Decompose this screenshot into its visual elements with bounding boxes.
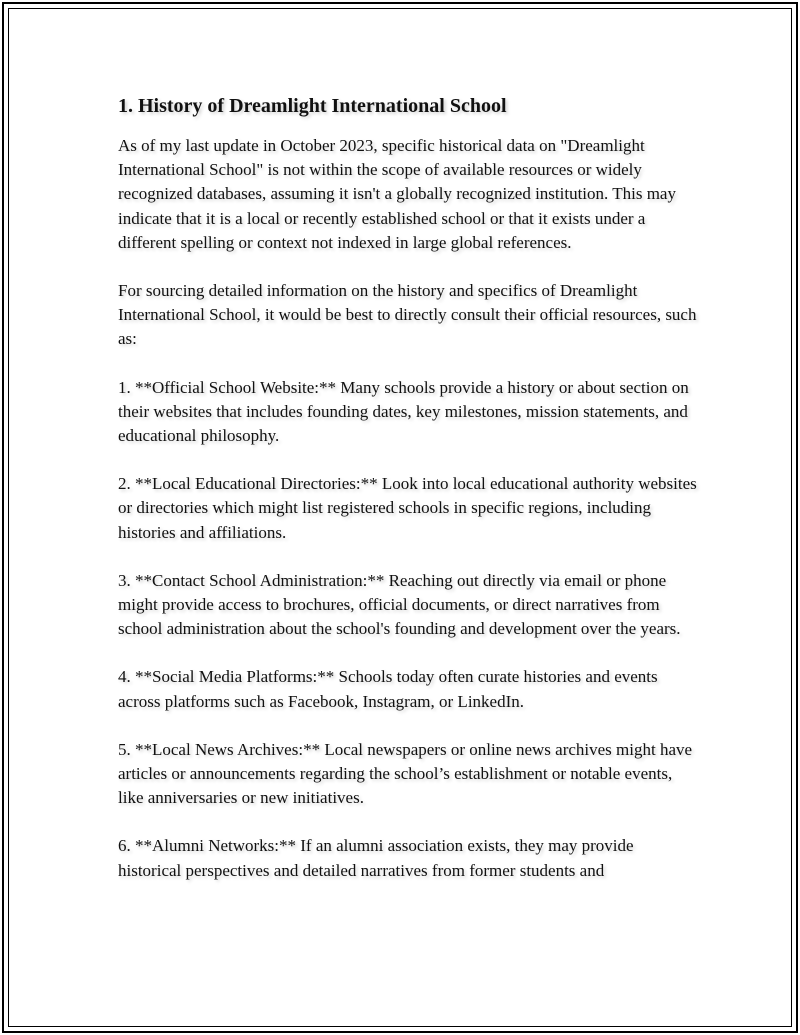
list-item-news-archives: 5. **Local News Archives:** Local newspapers or online news archives might have articles or announcements regarding the school’s establishment or notable events, like anniversaries or new initiatives. xyxy=(118,739,693,808)
list-item-official-website: 1. **Official School Website:** Many schools provide a history or about section on their websites that includes founding dates, key milestones, mission statements, and educational philosophy. xyxy=(118,377,689,446)
section-heading: 1. History of Dreamlight International School xyxy=(118,95,507,117)
list-item-educational-directories: 2. **Local Educational Directories:** Look into local educational authority websites or directories which might list registered schools in specific regions, including histories and affiliations. xyxy=(118,474,697,542)
intro-paragraph: As of my last update in October 2023, specific historical data on "Dreamlight International School" is not within the scope of available resources or widely recognized databases, assuming it isn't a globally recognized institution. This may indicate that it is a local or recently established school or that it exists under a different spelling or context not indexed in large global references. xyxy=(118,136,676,252)
sourcing-paragraph: For sourcing detailed information on the history and specifics of Dreamlight International School, it would be best to directly consult their official resources, such as: xyxy=(118,281,697,349)
list-item-social-media: 4. **Social Media Platforms:** Schools today often curate histories and events across platforms such as Facebook, Instagram, or LinkedIn. xyxy=(118,667,658,711)
document-body xyxy=(118,92,698,907)
list-item-alumni-networks: 6. **Alumni Networks:** If an alumni association exists, they may provide historical perspectives and detailed narratives from former students and xyxy=(118,836,634,880)
list-item-contact-administration: 3. **Contact School Administration:** Reaching out directly via email or phone might provide access to brochures, official documents, or direct narratives from school administration about the school's founding and development over the years. xyxy=(118,570,681,639)
